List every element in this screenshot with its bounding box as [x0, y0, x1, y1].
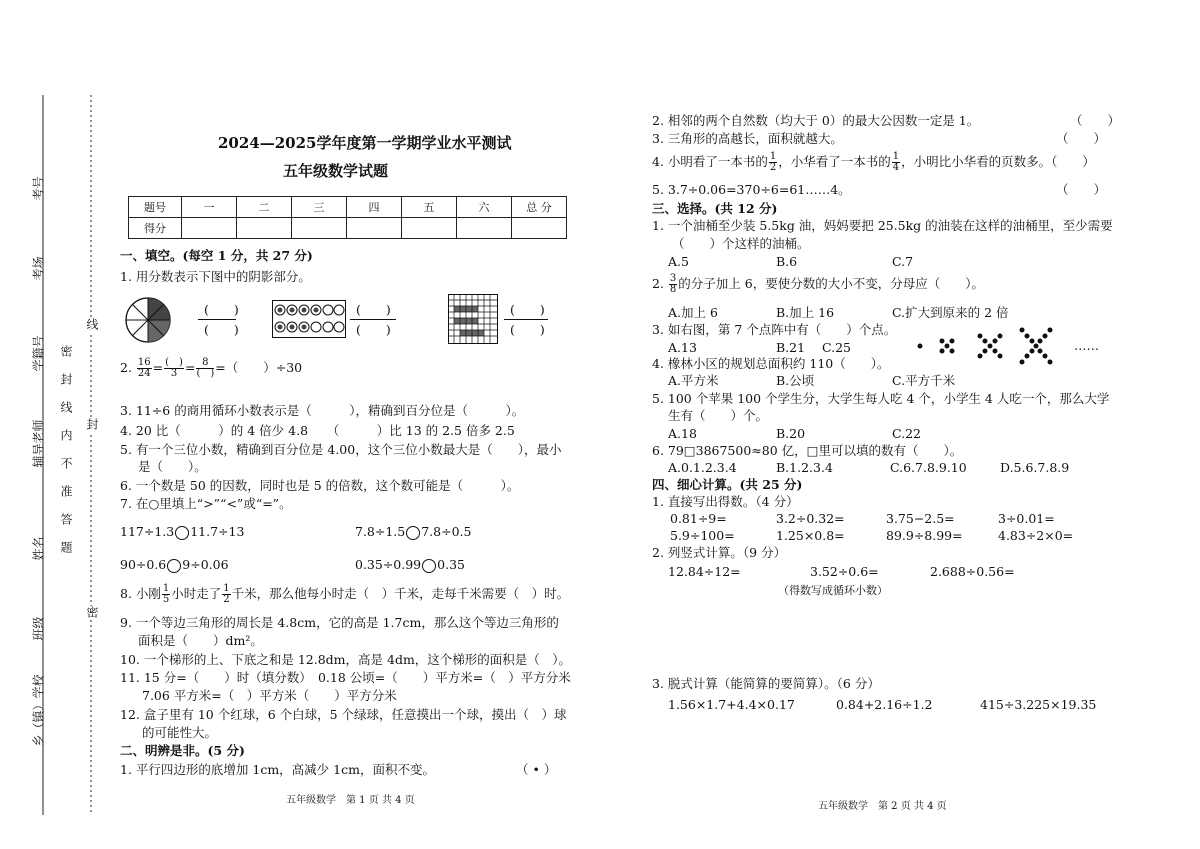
question-2: 2. $\frac{16}{24}$ = $\frac{( )}{3}$ = $\frac{8}{( )}$ =（ ）÷30	[120, 357, 303, 379]
fraction	[164, 358, 184, 379]
score-table-score-row	[129, 218, 567, 239]
question-5-line-1: 5. 有一个三位小数，精确到百分位是 4.00，这个三位小数最大是（ ），最小	[120, 442, 562, 457]
text-segment[interactable]: ，小明比小华看的页数多。（ ）	[901, 154, 1095, 169]
score-table	[128, 196, 567, 239]
calc-item: 4.83÷2×0=	[998, 528, 1074, 543]
judge-question-2: 2. 相邻的两个自然数（均大于 0）的最大公因数一定是 1。	[652, 113, 980, 128]
choice-question-3: 3. 如右图，第 7 个点阵中有（ ）个点。	[652, 322, 897, 337]
text-segment: 千米，那么他每小时走（ ）千米，走每千米需要（ ）时。	[231, 586, 570, 601]
score-cell: 五	[402, 197, 457, 218]
page-footer-1: 五年级数学 第 1 页 共 4 页	[286, 795, 415, 806]
question-9-line-1: 9. 一个等边三角形的周长是 4.8cm，它的高是 1.7cm，那么这个等边三角形的	[120, 615, 559, 630]
calc-question-1: 1. 直接写出得数。（4 分）	[652, 494, 799, 509]
calc-note: （得数写成循环小数）	[778, 584, 888, 597]
numerator[interactable]: ( )	[165, 357, 183, 368]
judge-question-3: 3. 三角形的高越长，面积就越大。	[652, 131, 843, 146]
score-cell: 一	[182, 197, 237, 218]
choice-option[interactable]: A.加上 6	[668, 305, 718, 320]
judge-answer-3[interactable]: （ ）	[1056, 131, 1107, 146]
choice-option[interactable]: A.平方米	[668, 373, 719, 388]
judge-question-4	[652, 152, 1095, 173]
choice-option[interactable]: B.6	[776, 254, 798, 269]
numerator: 16	[137, 357, 151, 368]
choice-option[interactable]: B.加上 16	[776, 305, 835, 320]
choice-option[interactable]: B.20	[776, 426, 806, 441]
judge-answer-2[interactable]: （ ）	[1070, 113, 1121, 128]
answer-blank[interactable]: ( )	[204, 322, 239, 337]
choice-question-2	[652, 274, 984, 295]
calc-item: 12.84÷12=	[668, 564, 741, 579]
question-6: 6. 一个数是 50 的因数，同时也是 5 的倍数，这个数可能是（ ）。	[120, 478, 520, 493]
fraction-bar	[350, 318, 396, 321]
score-input-cell[interactable]	[237, 218, 292, 239]
calc-item: 3.52÷0.6=	[810, 564, 879, 579]
text-segment: 小时走了	[171, 586, 222, 601]
score-cell: 四	[347, 197, 402, 218]
calc-item: 89.9÷8.99=	[886, 528, 963, 543]
field-teacher: 辅导老师	[31, 419, 46, 468]
compare-circle[interactable]	[422, 559, 436, 573]
choice-option[interactable]: C.6.7.8.9.10	[890, 460, 967, 475]
choice-question-4: 4. 橡林小区的规划总面积约 110（ ）。	[652, 356, 890, 371]
section-2-title: 二、明辨是非。(5 分)	[120, 743, 245, 758]
answer-blank[interactable]: ( )	[356, 302, 391, 317]
denominator: 24	[137, 368, 151, 379]
judge-answer-1[interactable]: （ • ）	[516, 762, 557, 777]
text-segment: 的分子加上 6，要使分数的大小不变，分母应（ ）。	[678, 276, 984, 291]
score-input-cell[interactable]	[182, 218, 237, 239]
judge-answer-5[interactable]: （ ）	[1056, 182, 1107, 197]
score-cell: 题号	[129, 197, 182, 218]
calc-item: 2.688÷0.56=	[930, 564, 1015, 579]
choice-question-1-line-1: 1. 一个油桶至少装 5.5kg 油，妈妈要把 25.5kg 的油装在这样的油桶里，至少需要	[652, 218, 1113, 233]
exam-title: 2024—2025学年度第一学期学业水平测试	[218, 134, 512, 152]
fraction	[222, 584, 230, 605]
choice-option[interactable]: A.13	[668, 340, 697, 355]
fraction	[196, 358, 214, 379]
score-input-cell[interactable]	[457, 218, 512, 239]
compare-item	[355, 557, 465, 573]
expression: 11.7÷13	[190, 524, 245, 539]
question-12-line-1: 12. 盒子里有 10 个红球，6 个白球，5 个绿球，任意摸出一个球，摸出（ ）球	[120, 707, 567, 722]
answer-blank[interactable]: ( )	[356, 322, 391, 337]
choice-question-5-line-1: 5. 100 个苹果 100 个学生分，大学生每人吃 4 个，小学生 4 人吃一个，那么大学	[652, 391, 1110, 406]
compare-item	[120, 557, 229, 573]
choice-option[interactable]: C.25	[822, 340, 851, 355]
calc-question-3: 3. 脱式计算（能简算的要简算）。（6 分）	[652, 676, 880, 691]
question-number: 2.	[652, 276, 664, 291]
section-3-title: 三、选择。(共 12 分)	[652, 201, 778, 216]
field-exam-room: 考场	[31, 256, 46, 281]
denominator: 4	[892, 162, 900, 173]
page-footer-2: 五年级数学 第 2 页 共 4 页	[818, 801, 947, 812]
question-11-line-1: 11. 15 分=（ ）时（填分数） 0.18 公顷=（ ）平方米=（ ）平方分米	[120, 670, 571, 685]
calc-item: 0.84+2.16÷1.2	[836, 697, 933, 712]
compare-item	[355, 524, 471, 540]
score-input-cell[interactable]	[512, 218, 567, 239]
compare-item	[120, 524, 244, 540]
numerator: 8	[196, 358, 214, 369]
fraction	[769, 152, 777, 173]
question-12-line-2: 的可能性大。	[142, 725, 218, 740]
text-segment: 4. 小明看了一本书的	[652, 154, 768, 169]
judge-question-1: 1. 平行四边形的底增加 1cm，高减少 1cm，面积不变。	[120, 762, 435, 777]
choice-question-6: 6. 79□3867500≈80 亿，□里可以填的数有（ ）。	[652, 443, 963, 458]
choice-question-1-line-2: （ ）个这样的油桶。	[672, 236, 810, 251]
denominator: 2	[223, 594, 230, 605]
score-table-header-row	[129, 197, 567, 218]
expression: 0.35	[437, 557, 465, 572]
seal-mark-line: 线	[85, 318, 99, 332]
fraction	[892, 152, 900, 173]
pie-figure	[124, 296, 172, 344]
expression: 7.8÷1.5	[355, 524, 406, 539]
choice-option[interactable]: B.1.2.3.4	[776, 460, 833, 475]
answer-blank[interactable]: ( )	[204, 302, 239, 317]
choice-option[interactable]: B.公顷	[776, 373, 815, 388]
choice-option[interactable]: B.21	[776, 340, 806, 355]
question-9-line-2: 面积是（ ）dm²。	[138, 633, 263, 648]
choice-question-5-line-2: 生有（ ）个。	[668, 408, 769, 423]
choice-option[interactable]: D.5.6.7.8.9	[1000, 460, 1070, 475]
fraction	[162, 584, 170, 605]
denominator: 2	[769, 162, 777, 173]
numerator: 1	[223, 583, 230, 594]
numerator: 3	[669, 273, 677, 284]
seal-mark-dense: 密	[85, 606, 99, 620]
denominator[interactable]: ( )	[196, 368, 215, 379]
section-1-title: 一、填空。(每空 1 分，共 27 分)	[120, 248, 313, 263]
field-exam-no: 考号	[31, 176, 46, 201]
field-student-no: 学籍号	[31, 335, 46, 372]
compare-circle[interactable]	[406, 526, 420, 540]
circle-grid-figure	[272, 300, 346, 338]
score-cell: 三	[292, 197, 347, 218]
fraction-bar	[198, 318, 236, 321]
calc-item: 1.56×1.7+4.4×0.17	[668, 697, 795, 712]
seal-notice: 密 封 线 内 不 准 答 题	[59, 345, 73, 555]
calc-item: 0.81÷9=	[670, 511, 727, 526]
field-class: 班级	[31, 616, 46, 641]
calc-item: 3.2÷0.32=	[776, 511, 845, 526]
seal-mark-seal: 封	[85, 418, 99, 432]
judge-question-5: 5. 3.7÷0.06=370÷6=61……4。	[652, 182, 851, 197]
answer-blank[interactable]: ( )	[510, 322, 545, 337]
choice-option[interactable]: A.5	[668, 254, 689, 269]
fraction	[669, 274, 677, 295]
expression: 7.8÷0.5	[421, 524, 472, 539]
choice-option[interactable]: C.22	[892, 426, 921, 441]
question-10: 10. 一个梯形的上、下底之和是 12.8dm，高是 4dm，这个梯形的面积是（ ）。	[120, 652, 572, 667]
question-number: 2.	[120, 360, 132, 375]
denominator: 3	[170, 368, 178, 379]
compare-circle[interactable]	[167, 559, 181, 573]
score-input-cell[interactable]	[347, 218, 402, 239]
expression: 90÷0.6	[120, 557, 167, 572]
score-cell: 得分	[129, 218, 182, 239]
field-school: 乡（镇）学校	[31, 674, 46, 747]
fraction	[137, 358, 152, 379]
question-1: 1. 用分数表示下图中的阴影部分。	[120, 269, 311, 284]
choice-option[interactable]: A.0.1.2.3.4	[668, 460, 737, 475]
question-5-line-2: 是（ ）。	[138, 459, 207, 474]
choice-option[interactable]: C.7	[892, 254, 914, 269]
exam-subtitle: 五年级数学试题	[283, 162, 389, 180]
question-11-line-2: 7.06 平方米=（ ）平方米（ ）平方分米	[142, 688, 397, 703]
fraction-bar	[504, 318, 548, 321]
text-segment: 8. 小刚	[120, 586, 161, 601]
numerator: 1	[892, 151, 900, 162]
numerator: 1	[162, 583, 170, 594]
score-cell: 二	[237, 197, 292, 218]
square-grid-figure	[448, 294, 498, 344]
calc-item: 415÷3.225×19.35	[980, 697, 1097, 712]
expression: 0.35÷0.99	[355, 557, 422, 572]
score-input-cell[interactable]	[292, 218, 347, 239]
numerator: 1	[769, 151, 777, 162]
dot-pattern-ellipsis: ……	[1074, 338, 1099, 353]
seal-dotted-line	[88, 95, 94, 815]
calc-item: 5.9÷100=	[670, 528, 735, 543]
question-2-tail: =（ ）÷30	[215, 360, 303, 375]
compare-circle[interactable]	[175, 526, 189, 540]
question-8	[120, 584, 569, 605]
question-7: 7. 在○里填上“>”“<”或“=”。	[120, 496, 292, 511]
calc-item: 3÷0.01=	[998, 511, 1055, 526]
calc-item: 3.75−2.5=	[886, 511, 955, 526]
calc-item: 1.25×0.8=	[776, 528, 845, 543]
choice-option[interactable]: C.平方千米	[892, 373, 956, 388]
expression: 117÷1.3	[120, 524, 175, 539]
answer-blank[interactable]: ( )	[510, 302, 545, 317]
score-cell: 六	[457, 197, 512, 218]
field-name: 姓名	[31, 536, 46, 561]
choice-option[interactable]: C.扩大到原来的 2 倍	[892, 305, 1009, 320]
score-input-cell[interactable]	[402, 218, 457, 239]
score-cell: 总 分	[512, 197, 567, 218]
question-4: 4. 20 比（ ）的 4 倍少 4.8 （ ）比 13 的 2.5 倍多 2.5	[120, 423, 515, 438]
denominator: 8	[669, 284, 677, 295]
calc-question-2: 2. 列竖式计算。（9 分）	[652, 545, 787, 560]
denominator: 5	[162, 594, 170, 605]
choice-option[interactable]: A.18	[668, 426, 697, 441]
expression: 9÷0.06	[182, 557, 229, 572]
question-3: 3. 11÷6 的商用循环小数表示是（ ），精确到百分位是（ ）。	[120, 403, 525, 418]
section-4-title: 四、细心计算。(共 25 分)	[652, 477, 803, 492]
text-segment: ，小华看了一本书的	[778, 154, 891, 169]
dot-pattern-figure	[912, 326, 1062, 366]
